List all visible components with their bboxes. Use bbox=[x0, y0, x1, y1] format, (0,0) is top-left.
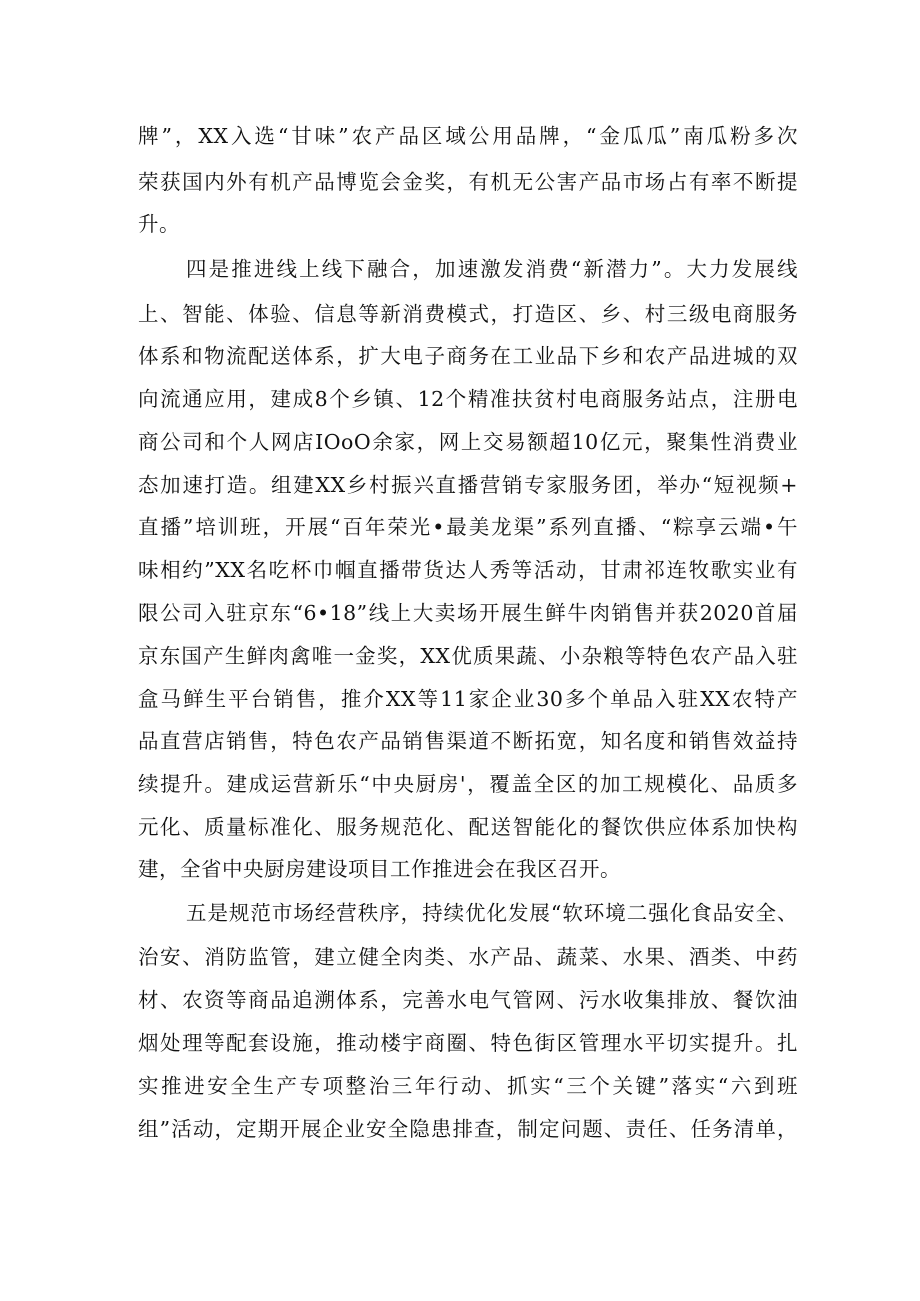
text-line: 四是推进线上线下融合，加速激发消费“新潜力”。大力发展线 bbox=[186, 257, 798, 281]
text-line: 荣获国内外有机产品博览会金奖，有机无公害产品市场占有率不断提 bbox=[138, 170, 798, 194]
text-line: 五是规范市场经营秩序，持续优化发展“软环境二强化食品安全、 bbox=[186, 901, 798, 925]
text-line: 体系和物流配送体系，扩大电子商务在工业品下乡和农产品进城的双 bbox=[138, 344, 798, 368]
text-line: 实推进安全生产专项整治三年行动、抓实“三个关键”落实“六到班 bbox=[138, 1074, 798, 1098]
text-line: 烟处理等配套设施，推动楼宇商圈、特色街区管理水平切实提升。扎 bbox=[138, 1031, 798, 1055]
text-line: 牌”，XX入选“甘味”农产品区域公用品牌，“金瓜瓜”南瓜粉多次 bbox=[138, 124, 798, 148]
text-line: 组”活动，定期开展企业安全隐患排查，制定问题、责任、任务清单， bbox=[138, 1117, 798, 1141]
text-line: 品直营店销售，特色农产品销售渠道不断拓宽，知名度和销售效益持 bbox=[138, 729, 798, 753]
text-line: 商公司和个人网店IOoO余家，网上交易额超10亿元，聚集性消费业 bbox=[138, 430, 798, 454]
text-line: 上、智能、体验、信息等新消费模式，打造区、乡、村三级电商服务 bbox=[138, 302, 798, 326]
text-line: 续提升。建成运营新乐“中央厨房'，覆盖全区的加工规模化、品质多 bbox=[138, 772, 798, 796]
text-line: 态加速打造。组建XX乡村振兴直播营销专家服务团，举办“短视频+ bbox=[138, 473, 798, 497]
text-line: 向流通应用，建成8个乡镇、12个精准扶贫村电商服务站点，注册电 bbox=[138, 387, 798, 411]
text-line: 京东国产生鲜肉禽唯一金奖，XX优质果蔬、小杂粮等特色农产品入驻 bbox=[138, 644, 798, 668]
text-line: 材、农资等商品追溯体系，完善水电气管网、污水收集排放、餐饮油 bbox=[138, 988, 798, 1012]
text-line: 味相约”XX名吃杯巾帼直播带货达人秀等活动，甘肃祁连牧歌实业有 bbox=[138, 558, 798, 582]
text-line: 盒马鲜生平台销售，推介XX等11家企业30多个单品入驻XX农特产 bbox=[138, 687, 798, 711]
text-line: 直播”培训班，开展“百年荣光•最美龙渠”系列直播、“粽享云端•午 bbox=[138, 515, 798, 539]
text-line: 治安、消防监管，建立健全肉类、水产品、蔬菜、水果、酒类、中药 bbox=[138, 945, 798, 969]
text-line: 建，全省中央厨房建设项目工作推进会在我区召开。 bbox=[138, 857, 621, 881]
text-line: 限公司入驻京东“6•18”线上大卖场开展生鲜牛肉销售并获2020首届 bbox=[138, 601, 798, 625]
text-line: 元化、质量标准化、服务规范化、配送智能化的餐饮供应体系加快构 bbox=[138, 815, 798, 839]
text-line: 升。 bbox=[138, 212, 180, 236]
